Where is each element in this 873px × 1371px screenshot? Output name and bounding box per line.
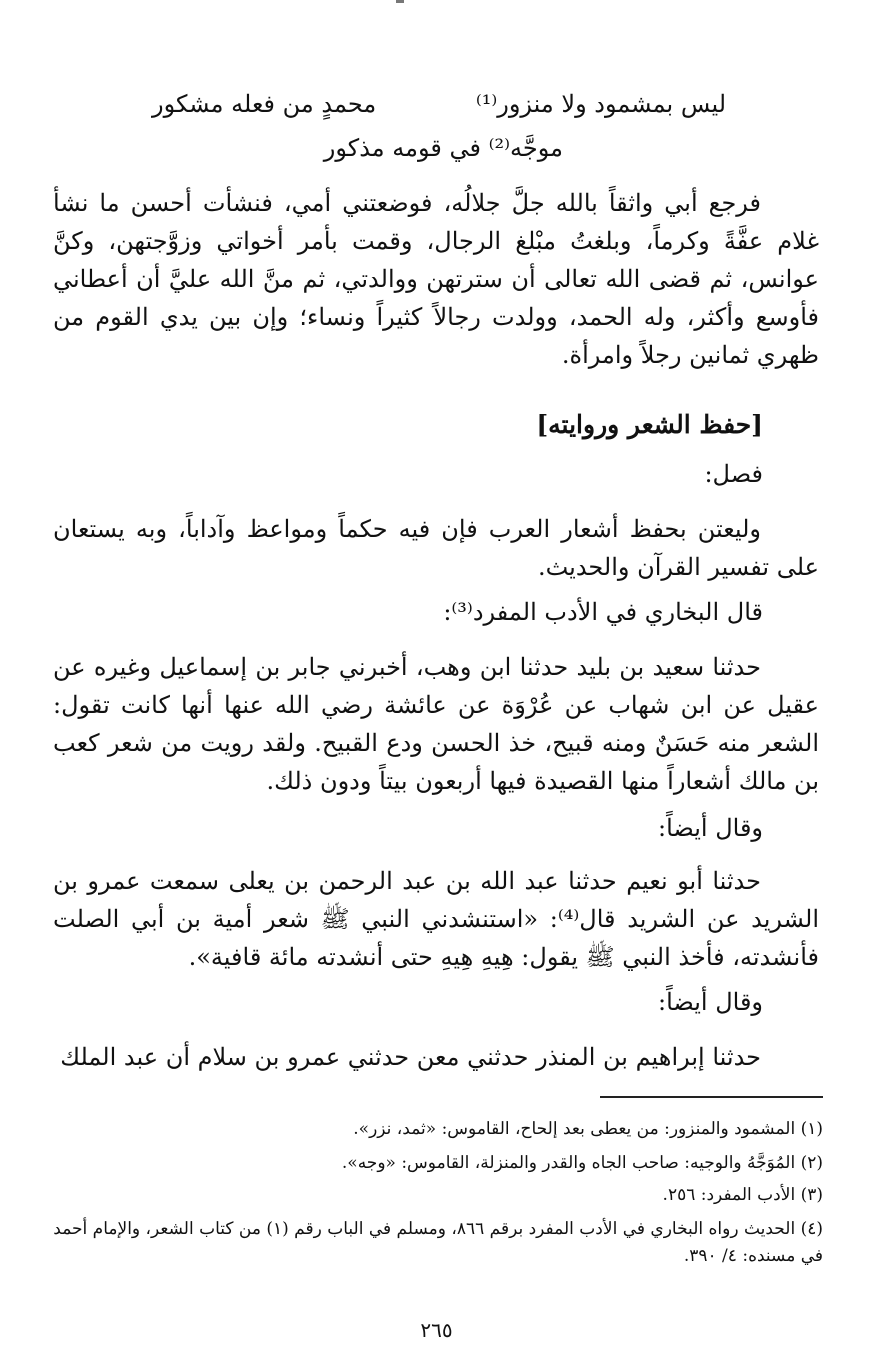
wa-qal-label-1: وقال أيضاً:	[658, 814, 763, 842]
paragraph-4: حدثنا سعيد بن بليد حدثنا ابن وهب، أخبرني جابر بن إسماعيل وغيره عن عقيل عن ابن شهاب عن عُرْوَة عن عائشة رضي الله عنها أنها كانت تقول: الشعر منه حَسَنٌ ومنه قبيح، خذ الحسن ودع القبيح. ولقد رويت من شعر كعب بن مالك أشعاراً منها القصيدة فيها أربعون بيتاً ودون ذلك.	[53, 653, 819, 795]
footnote-separator	[600, 1096, 823, 1098]
footnote-4: (٤) الحديث رواه البخاري في الأدب المفرد برقم ٨٦٦، ومسلم في الباب رقم (١) من كتاب الشعر، والإمام أحمد في مسنده: ٤/ ٣٩٠.	[53, 1219, 823, 1266]
footnote-3: (٣) الأدب المفرد: ٢٥٦.	[662, 1185, 823, 1205]
paragraph-2: وليعتن بحفظ أشعار العرب فإن فيه حكماً ومواعظ وآداباً، وبه يستعان على تفسير القرآن والحديث.	[53, 515, 819, 581]
section-heading: [حفظ الشعر وروايته]	[536, 410, 763, 439]
paragraph-1: فرجع أبي واثقاً بالله جلَّ جلالُه، فوضعتني أمي، فنشأت أحسن ما نشأ غلام عفَّةً وكرماً، وبلغتُ مبْلغ الرجال، وقمت بأمر أخواتي وزوَّجتهن، وكنَّ عوانس، ثم قضى الله تعالى أن سترتهن ووالدتي، ثم منَّ الله عليَّ أن أعطاني فأوسع وأكثر، وله الحمد، وولدت رجالاً كثيراً ونساء؛ وإن بين يدي القوم من ظهري ثمانين رجلاً وامرأة.	[53, 189, 819, 369]
page-number: ٢٦٥	[420, 1318, 453, 1342]
top-mark	[396, 0, 404, 3]
poem-line1-right: ليس بمشمود ولا منزور⁽¹⁾	[475, 90, 726, 118]
paragraph-3: قال البخاري في الأدب المفرد⁽³⁾:	[443, 598, 763, 626]
footnote-1: (١) المشمود والمنزور: من يعطى بعد إلحاح، القاموس: «ثمد، نزر».	[353, 1119, 823, 1139]
fasl-label: فصل:	[704, 460, 763, 488]
footnote-2: (٢) المُوَجَّهُ والوجيه: صاحب الجاه والقدر والمنزلة، القاموس: «وجه».	[341, 1153, 823, 1173]
paragraph-5: حدثنا أبو نعيم حدثنا عبد الله بن عبد الرحمن بن يعلى سمعت عمرو بن الشريد عن الشريد قال⁽⁴⁾: «استنشدني النبي ﷺ شعر أمية بن أبي الصلت فأنشدته، فأخذ النبي ﷺ يقول: هِيهِ هِيهِ حتى أنشدته مائة قافية».	[53, 867, 820, 971]
wa-qal-label-2: وقال أيضاً:	[658, 988, 763, 1016]
poem-line1-left: محمدٍ من فعله مشكور	[152, 90, 377, 118]
paragraph-6: حدثنا إبراهيم بن المنذر حدثني معن حدثني عمرو بن سلام أن عبد الملك	[60, 1043, 761, 1071]
poem-line2: موجَّه⁽²⁾ في قومه مذكور	[323, 134, 563, 162]
